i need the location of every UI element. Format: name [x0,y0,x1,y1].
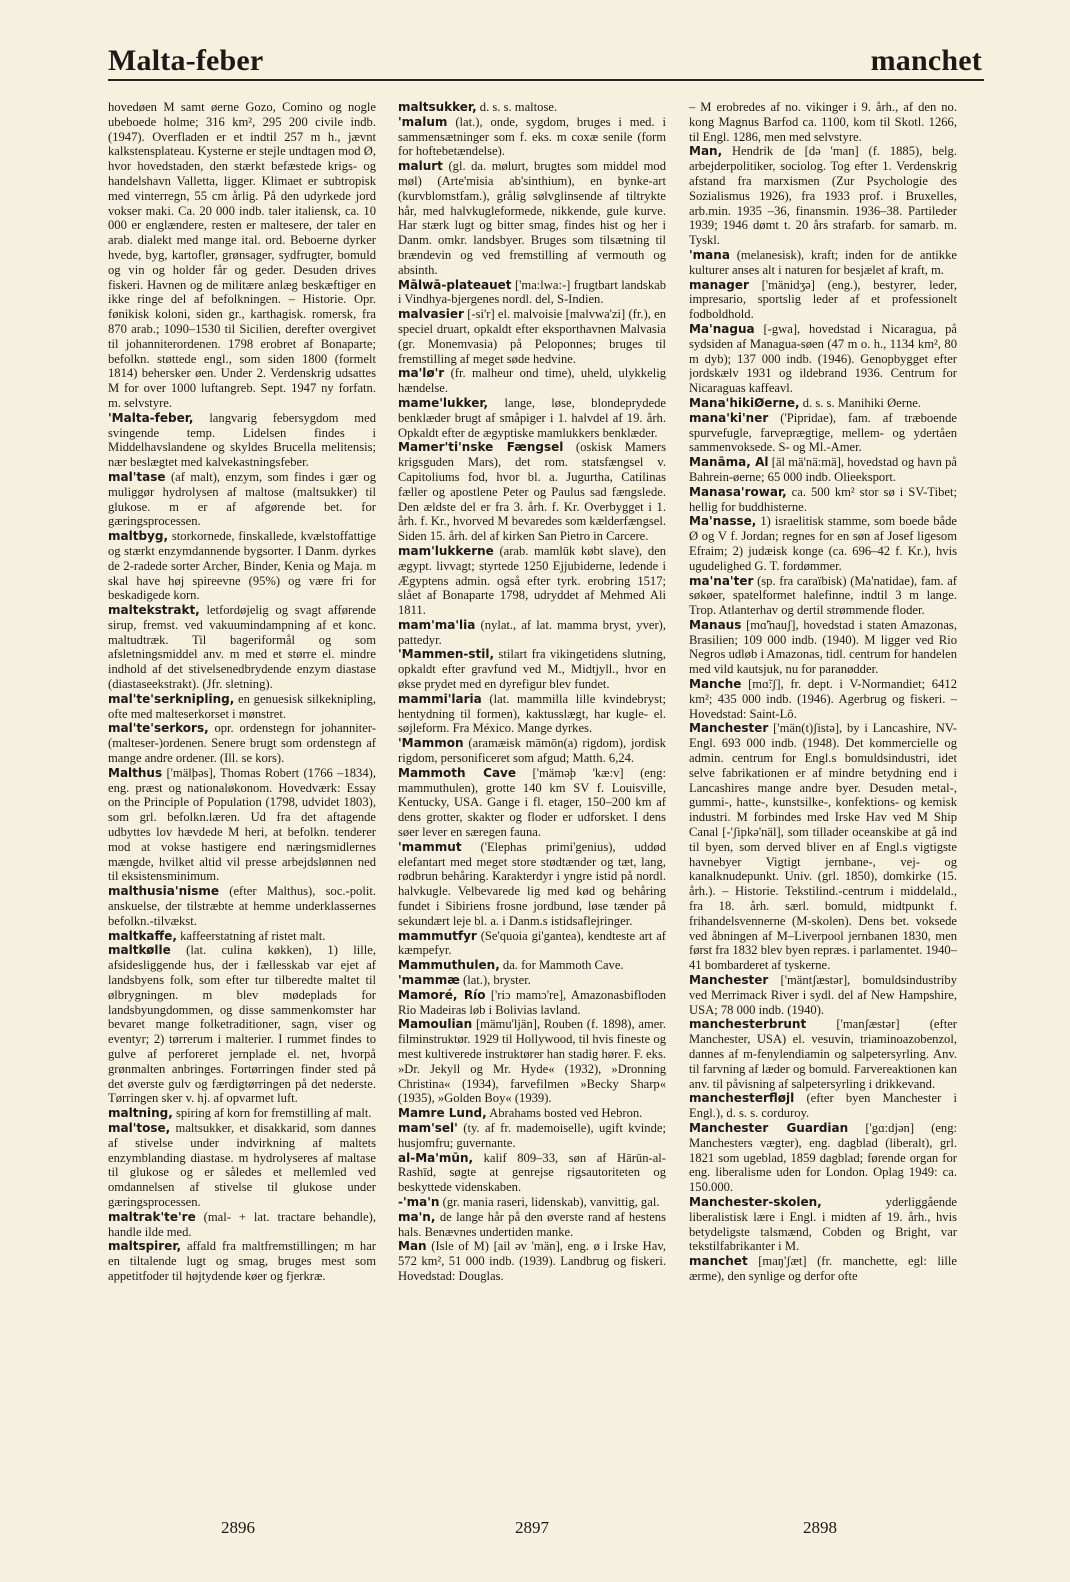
entry-definition: [maŋ'ʃæt] (fr. manchette, egl: lille ærme), den synlige og derfor ofte [689,1254,957,1283]
entry-headword: Manchester [689,973,769,988]
header-last-entry: manchet [870,44,982,77]
entry-definition: – M erobredes af no. vikinger i 9. årh., af den no. kong Magnus Barfod ca. 1100, kom til Skotl. 1266, til Engl. 1286, men med selvstyre. [689,100,957,144]
column-1 [108,100,376,1495]
entry-definition: [-gwa], hovedstad i Nicaragua, på sydsiden af Managua-søen (47 m o. h., 1134 km², 80 m dyb); 137 000 indb. (1946). Genopbygget efter jordskælv 1931 og ildebrand 1936. Centrum for Nicaraguas kaffeavl. [689,321,957,396]
entry-headword: manchesterbrunt [689,1017,807,1032]
dictionary-entry [689,396,957,411]
entry-headword: mam'lukkerne [398,543,494,558]
entry-headword: maltsukker, [398,100,477,114]
entry-headword: -'ma'n [398,1194,440,1209]
dictionary-entry [398,929,666,959]
dictionary-entry [689,677,957,721]
entry-definition: storkornede, finskallede, kvælstoffattige og stærkt enzymdannende bygsorter. I Danm. dyrkes de 2-radede sorter Archer, Binder, Kenia og Maja. m skal have høj spireevne (95%) og være fri for beskadigede korn. [108,529,376,603]
dictionary-entry [689,1017,957,1091]
entry-headword: 'Mammen-stil, [398,647,495,662]
entry-headword: Mālwā-plateauet [398,277,512,292]
entry-headword: mal'tose, [108,1120,171,1135]
running-header [108,40,982,78]
entry-headword: mam'ma'lia [398,617,476,632]
entry-definition: (lat. culina køkken), 1) lille, afsidesliggende hus, der i fællesskab var ejet af landsbyens folk, som efter tur tilberedte maltet til ølbrygningen. m blev mødeplads for landsbyungdommen, og disse sammenkomster har bevaret mange folketraditioner, sagn, viser og eventyr; 2) tørrerum i malterier. I rummet findes to gulve af perforeret jernplade el. net, hvorpå grønmalten anbringes. Fortørringen finder sted på det øverste gulv og færdigtørringen på det nederste. Tørringen sker v. hj. af opvarmet luft. [108,943,376,1106]
entry-headword: maltekstrakt, [108,603,200,618]
entry-headword: malthusia'nisme [108,884,220,899]
entry-headword: mal'tase [108,469,166,484]
entry-headword: Manchester-skolen, [689,1194,822,1209]
entry-headword: Manasa'rowar, [689,484,787,499]
dictionary-entry [689,278,957,322]
entry-definition: [mɑ̃'nauʃ], hovedstad i staten Amazonas, Brasilien; 109 000 indb. (1940). M ligger ved Rio Negros udløb i Amazonas, tidl. centrum for handelen med vild kautsjuk, nu for paranødder. [689,617,957,677]
entry-headword: Mamre Lund, [398,1106,487,1121]
entry-headword: 'mammæ [398,973,460,988]
entry-headword: malvasier [398,307,464,322]
entry-headword: ma'lø'r [398,366,445,381]
entry-definition: stilart fra vikingetidens slutning, opkaldt efter gravfund ved M., Midtjyll., hvor en økse prydet med en dyrefigur blev fundet. [398,647,666,692]
dictionary-entry [689,618,957,677]
entry-headword: mammi'laria [398,691,482,706]
entry-headword: maltning, [108,1106,173,1121]
dictionary-entry [398,1106,666,1121]
entry-definition: (oskisk Mamers krigsguden Mars), det rom. statsfængsel v. Capitoliums fod, hvor bl. a. Jugurtha, Catilinas fæller og apostlene Peter og Paulus sad fængslede. Den ældste del er fra 3. årh. f. Kr. Overbygget i 1. årh. f. Kr., hvorved M bevaredes som kælderfængsel. Siden 15. årh. del af kirken San Pietro in Carcere. [398,440,666,544]
entry-definition: maltsukker, et disakkarid, som dannes af stivelse under indvirkning af maltets enzymblanding diastase. m hydrolyseres af maltase til glukose og er således et mellemled ved omdannelsen af stivelse til glukose under gæringsprocessen. [108,1120,376,1209]
dictionary-entry [689,973,957,1017]
column-3 [689,100,957,1495]
dictionary-entry [108,766,376,884]
entry-definition: letfordøjelig og svagt afførende sirup, fremst. ved vakuumindampning af et konc. maltudtræk. Til bageriformål og som afsletningsmiddel anv. m med et større el. mindre indhold af det stivelsenedbrydende enzym diastase (diastaseekstrakt). (Jfr. sletning). [108,603,376,692]
entry-definition: (nylat., af lat. mamma bryst, yver), pattedyr. [398,617,666,647]
dictionary-entry [689,1195,957,1254]
entry-headword: ma'na'ter [689,573,754,588]
dictionary-entry [398,736,666,766]
entry-definition: ('Elephas primi'genius), uddød elefantart med meget store stødtænder og tæt, lang, rødbrun behåring. Karakterdyr i yngre istid på nordl. halvkugle. Velbevarede lig med kød og behåring fundet i Sibiriens frosne jordbund, løse tænder på sekundært leje bl. a. i Danm.s istidsaflejringer. [398,839,666,928]
dictionary-entry [398,307,666,366]
entry-definition: (melanesisk), kraft; inden for de antikke kulturer anses alt i naturen for besjælet af kraft, m. [689,247,957,277]
dictionary-entry [108,721,376,765]
dictionary-entry [398,1151,666,1195]
dictionary-entry [689,721,957,973]
entry-headword: Mamoré, Río [398,987,486,1002]
entry-headword: manchesterfløjl [689,1091,795,1106]
dictionary-entry [398,1195,666,1210]
entry-headword: Manāma, Al [689,455,769,470]
entry-definition: (gr. mania raseri, lidenskab), vanvittig, gal. [442,1194,660,1209]
dictionary-entry [108,929,376,944]
dictionary-entry [398,840,666,929]
entry-definition: (aramæisk māmōn(a) rigdom), jordisk rigdom, personificeret som afgud; Matth. 6,24. [398,736,666,766]
entry-headword: 'mana [689,247,730,262]
dictionary-entry [689,248,957,278]
entry-definition: ('Pipridae), fam. af træboende spurvefugle, farveprægtige, mellem- og ydertåen sammenvoksede. S- og Ml.-Amer. [689,410,957,455]
entry-definition: d. s. s. maltose. [479,100,558,114]
dictionary-entry [108,1210,376,1240]
entry-definition: [mämu'ljän], Rouben (f. 1898), amer. filminstruktør. 1929 til Hollywood, til hvis fineste og mest kultiverede instruktører han stadig hører. F. eks. »Dr. Jekyll og Mr. Hyde« (1932), »Dronning Christina« (1934), farvefilmen »Becky Sharp« (1935), »Golden Boy« (1939). [398,1017,666,1106]
dictionary-entry [108,411,376,470]
entry-definition: ca. 500 km² stor sø i SV-Tibet; hellig for buddhisterne. [689,484,957,514]
entry-headword: Mamoulian [398,1017,473,1032]
entry-headword: Malthus [108,765,163,780]
entry-headword: Manchester [689,721,769,736]
entry-definition: 1) israelitisk stamme, som boede både Ø og V f. Jordan; regnes for en søn af Josef ligesom Efraim; 2) judæisk konge (ca. 696–42 f. Kr.), hvis ugudelighed G. T. fordømmer. [689,514,957,573]
dictionary-entry [108,1239,376,1283]
dictionary-entry [108,884,376,928]
dictionary-entry [398,100,666,115]
entry-headword: 'malum [398,114,448,129]
entry-definition: (lat.), onde, sygdom, bruges i med. i sammensætninger som f. eks. m coxæ senile (form for hoftebetændelse). [398,114,666,159]
entry-headword: Manche [689,677,742,692]
entry-headword: Mana'hikiØerne, [689,395,800,410]
entry-definition: [-si'r] el. malvoisie [malvwa'zi] (fr.), en speciel druart, opkaldt efter eksporthavnen Malvasia (gr. Monemvasia) på Peloponnes; bruges til fremstilling af meget søde hedvine. [398,307,666,366]
dictionary-entry [689,411,957,455]
dictionary-entry [108,1106,376,1121]
entry-headword: maltrak'te're [108,1209,196,1224]
entry-headword: Manaus [689,617,742,632]
dictionary-entry [689,455,957,485]
dictionary-entry [398,973,666,988]
dictionary-entry [398,278,666,308]
dictionary-entry [689,1121,957,1195]
entry-definition: d. s. s. Manihiki Øerne. [802,395,921,410]
dictionary-entry [398,1017,666,1106]
dictionary-entry [398,115,666,159]
entry-headword: Mammoth Cave [398,765,516,780]
entry-definition: ['män(t)ʃistə], by i Lancashire, NV-Engl. 693 000 indb. (1948). Det kommercielle og admin. centrum for Engl.s bomuldsindustri, idet selve fabrikationen er af mindre betydning end i Lancashires mange andre byer. Desuden metal-, gummi-, hatte-, kunstsilke-, konfektions- og kemisk industri. M forbindes med Irske Hav ved M Ship Canal [-'ʃipkə'näl], som tillader oceanskibe at gå ind til byen, som derved bliver en af Engl.s vigtigste havnebyer Vigtigt jernbane-, vej- og kanalknudepunkt. Univ. (grl. 1850), domkirke (15. årh.). – Historie. Tekstilind.-centrum i middelald., fra 18. årh. særl. bomuld, midtpunkt f. frihandelsvennerne (M-skolen). Dens bet. voksede ved åbningen af M–Liverpool jernbanen 1830, men først fra 1832 blev byen repræs. i parlamentet. 1940–41 bombarderet af tyskerne. [689,721,957,973]
dictionary-entry [398,159,666,277]
column-2 [398,100,666,1495]
entry-definition: ['manʃæstər] (efter Manchester, USA) el. vesuvin, triaminoazobenzol, dannes af m-fenylendiamin og salpetersyrling. Anv. til farvning af læder og bomuld. Farvereaktionen kan anv. til påvisning af salpetersyrling i drikkevand. [689,1017,957,1091]
entry-headword: ma'n, [398,1209,436,1224]
entry-headword: maltkølle [108,943,171,958]
entry-definition: Hendrik de [də 'man] (f. 1885), belg. arbejderpolitiker, sociolog. Tog efter 1. Verdenskrig afstand fra marxismen (Zur Psychologie des Sozialismus 1926), fra 1933 prof. i Bruxelles, arb.min. 1935 –36, finansmin. 1936–38. Partileder 1939; 1946 dømt t. 20 års strafarb. for samarb. m. Tyskl. [689,144,957,248]
entry-headword: Man [398,1239,427,1254]
dictionary-entry [398,766,666,840]
entry-definition: (mal- + lat. tractare behandle), handle ilde med. [108,1209,376,1239]
page-number-3: 2898 [803,1518,837,1537]
entry-headword: mam'sel' [398,1120,458,1135]
entry-definition: lange, løse, blondeprydede benklæder brugt af småpiger i 1. halvdel af 19. årh. Opkaldt efter de ægyptiske mamlukkers benklæder. [398,395,666,440]
entry-headword: manager [689,277,749,292]
entry-definition: ['mäməþ 'kæ:v] (eng: mammuthulen), grotte 140 km SV f. Louisville, Kentucky, USA. Gange i fl. etager, 150–200 km af dens grotter, skakter og floder er udforsket. I dens søer lever en særegen fauna. [398,765,666,840]
page-number-1: 2896 [221,1518,255,1537]
dictionary-entry [689,1091,957,1121]
entry-definition: spiring af korn for fremstilling af malt. [175,1106,372,1121]
entry-definition: (Se'quoia gi'gantea), kendteste art af kæmpefyr. [398,928,666,958]
dictionary-entry [398,396,666,440]
entry-definition: (Isle of M) [ail əv 'män], eng. ø i Irske Hav, 572 km², 51 000 indb. (1939). Landbrug og fiskeri. Hovedstad: Douglas. [398,1239,666,1283]
dictionary-entry [108,943,376,1106]
entry-definition: yderliggående liberalistisk lære i Engl. i midten af 19. årh., hvis betydeligste talsmænd, Cobden og Bright, var tekstilfabrikanter i M. [689,1194,957,1254]
entry-definition: da. for Mammoth Cave. [502,958,624,973]
entry-headword: mal'te'serknipling, [108,691,235,706]
dictionary-entry [398,1210,666,1240]
header-rule [108,79,984,81]
entry-headword: mammutfyr [398,928,477,943]
entry-headword: manchet [689,1254,748,1269]
dictionary-entry [398,1239,666,1283]
dictionary-entry [689,1254,957,1284]
dictionary-entry [398,366,666,396]
entry-headword: Ma'nagua [689,321,755,336]
entry-definition: (arab. mamlūk købt slave), den ægypt. livvagt; styrtede 1250 Ejjubiderne, ledende i Ægyptens admin. også efter tyrk. erobring 1517; slået af Bonaparte 1798, udryddet af Mehmed Ali 1811. [398,543,666,618]
dictionary-entry [108,100,376,411]
entry-definition: kalif 809–33, søn af Hārūn-al-Rashīd, søgte at genrejse rigsautoriteten og beskyttede videnskaben. [398,1150,666,1195]
entry-definition: ['riɔ mamɔ're], Amazonasbifloden Rio Madeiras løb i Bolivias lavland. [398,987,666,1017]
entry-definition: de lange hår på den øverste rand af hestens hals. Benævnes undertiden manke. [398,1209,666,1239]
dictionary-entry [398,692,666,736]
dictionary-entry [689,100,957,144]
entry-headword: mal'te'serkors, [108,721,209,736]
entry-definition: ['mälþəs], Thomas Robert (1766 –1834), eng. præst og nationaløkonom. Hovedværk: Essay on the Principle of Population (1798, udvidet 1803), som grl. befolkn.læren. Ud fra det aftagende udbyttes lov hævdede M heri, at befolkn. tenderer mod at vokse hastigere end næringsmidlernes mængde, hvilket altid vil presse arbejdslønnen ned til eksistensminimum. [108,765,376,884]
page-number-2: 2897 [515,1518,549,1537]
dictionary-entry [398,1121,666,1151]
entry-definition: (lat.), bryster. [463,973,531,988]
entry-definition: [mɑ̃:ʃ], fr. dept. i V-Normandiet; 6412 km²; 435 000 indb. (1946). Agerbrug og fiskeri. – Hovedstad: Saint-Lô. [689,677,957,721]
entry-definition: hovedøen M samt øerne Gozo, Comino og nogle ubeboede holme; 316 km², 295 200 civile indb. (1947). Overfladen er et indtil 257 m h., jævnt kalkstensplateau. Kysterne er stejle undtagen mod Ø, hvor hovedstaden, den stærkt befæstede krigs- og handelshavn Valletta, ligger. Klimaet er subtropisk med vinterregn, 55 cm årlig. På den udyrkede jord vokser maki. Ca. 20 000 indb. taler italiensk, ca. 10 000 er englændere, resten er maltesere, der taler en arab. dialekt med mange ital. ord. Beboerne dyrker hvede, byg, kartofler, grønsager, sydfrugter, bomuld og vin og holder får og geder. Desuden drives fiskeri. Havnen og de militære anlæg beskæftiger en ikke ringe del af befolkningen. – Historie. Opr. fønikisk koloni, siden gr., karthagisk. romersk, fra 870 arab.; 1090–1530 til Sicilien, derefter overgivet til johanniterordenen. 1798 erobret af Bonaparte; befolkn. støttede engl., som siden 1800 (formelt 1814) behersker øen. Under 2. Verdenskrig udsattes M for over 1000 luftangreb. Sept. 1947 ny forfatn. m. selvstyre. [108,100,376,410]
dictionary-entry [108,603,376,692]
entry-definition: (ty. af fr. mademoiselle), ugift kvinde; husjomfru; guvernante. [398,1120,666,1150]
entry-definition: (efter Malthus), soc.-polit. anskuelse, der tilstræbte at hemme underklassernes befolkn.-tilvækst. [108,884,376,928]
header-first-entry: Malta-feber [108,44,264,77]
entry-headword: Mamer'ti'nske Fængsel [398,440,564,455]
dictionary-entry [689,514,957,573]
entry-headword: maltbyg, [108,529,169,544]
dictionary-entry [398,440,666,544]
entry-definition: Abrahams bosted ved Hebron. [489,1106,643,1121]
entry-definition: ['gɑ:djən] (eng: Manchesters vægter), eng. dagblad (liberalt), grl. 1821 som ugeblad, 1859 dagblad; førende organ for eng. liberalisme uden for London. Oplag 1949: ca. 150.000. [689,1120,957,1195]
dictionary-entry [108,1121,376,1210]
entry-definition: [äl mä'nä:mä], hovedstad og havn på Bahrein-øerne; 65 000 indb. Olieeksport. [689,455,957,484]
dictionary-entry [689,322,957,396]
dictionary-entry [108,692,376,722]
entry-headword: mana'ki'ner [689,410,769,425]
entry-headword: Ma'nasse, [689,514,757,529]
dictionary-entry [398,988,666,1018]
dictionary-entry [398,647,666,691]
entry-headword: maltkaffe, [108,928,177,943]
dictionary-entry [689,485,957,515]
entry-definition: (af malt), enzym, som findes i gær og muliggør hydrolysen af maltose (maltsukker) til glukose. m er af afgørende bet. for gæringsprocessen. [108,469,376,529]
entry-headword: al-Ma'mūn, [398,1150,474,1165]
dictionary-entry [398,958,666,973]
dictionary-entry [689,574,957,618]
entry-definition: langvarig febersygdom med svingende temp. Lidelsen findes i Middelhavslandene og skyldes Brucella melitensis; nær beslægtet med kalvekastningsfeber. [108,410,376,470]
entry-definition: affald fra maltfremstillingen; m har en tiltalende lugt og smag, bruges mest som appetitfoder til højtydende køer og fjerkræ. [108,1239,376,1283]
entry-headword: maltspirer, [108,1239,182,1254]
entry-definition: ['ma:lwa:-] frugtbart landskab i Vindhya-bjergenes nordl. del, S-Indien. [398,277,666,307]
entry-headword: mame'lukker, [398,395,489,410]
entry-definition: (lat. mammilla lille kvindebryst; hentydning til formen), kaktusslægt, har kugle- el. søjleform. Fra México. Mange dyrkes. [398,691,666,736]
entry-headword: 'Mammon [398,736,464,751]
dictionary-entry [108,470,376,529]
entry-headword: 'mammut [398,839,462,854]
dictionary-entry [398,544,666,618]
entry-definition: kaffeerstatning af ristet malt. [180,928,326,943]
entry-headword: malurt [398,159,443,174]
entry-definition: (gl. da. mølurt, brugtes som middel mod møl) (Arte'misia ab'sinthium), en bynke-art (kurvblomstfam.), grålig sølvglinsende af tiltrykte hår, med halvkugleformede, nikkende, gule kurve. Har stærk lugt og bitter smag, findes hist og her i Danm. omkr. landsbyer. Bruges som tilsætning til brændevin og ved fremstilling af vermouth og absinth. [398,159,666,277]
entry-headword: Manchester Guardian [689,1120,849,1135]
entry-definition: (fr. malheur ond time), uheld, ulykkelig hændelse. [398,366,666,396]
entry-definition: opr. ordenstegn for johanniter-(malteser-)ordenen. Senere brugt som ordenstegn af mange andre ordener. (Ill. se kors). [108,721,376,766]
dictionary-entry [689,144,957,248]
entry-definition: en genuesisk silkeknipling, ofte med malteserkorset i mønstret. [108,691,376,721]
dictionary-entry [108,529,376,603]
entry-headword: Mammuthulen, [398,958,500,973]
entry-headword: 'Malta-feber, [108,410,194,425]
entry-definition: (efter byen Manchester i Engl.), d. s. s. corduroy. [689,1091,957,1121]
dictionary-entry [398,618,666,648]
entry-definition: ['mänidʒə] (eng.), bestyrer, leder, impresario, sportslig leder af et professionelt fodboldhold. [689,277,957,322]
entry-definition: ['mäntʃæstər], bomuldsindustriby ved Merrimack River i sydl. del af New Hampshire, USA; 78 000 indb. (1940). [689,973,957,1017]
entry-headword: Man, [689,144,723,159]
entry-definition: (sp. fra caraïbisk) (Ma'natidae), fam. af søkøer, spatelformet halefinne, indtil 3 m lange. Trop. Atlanterhav og dertil strømmende floder. [689,573,957,618]
